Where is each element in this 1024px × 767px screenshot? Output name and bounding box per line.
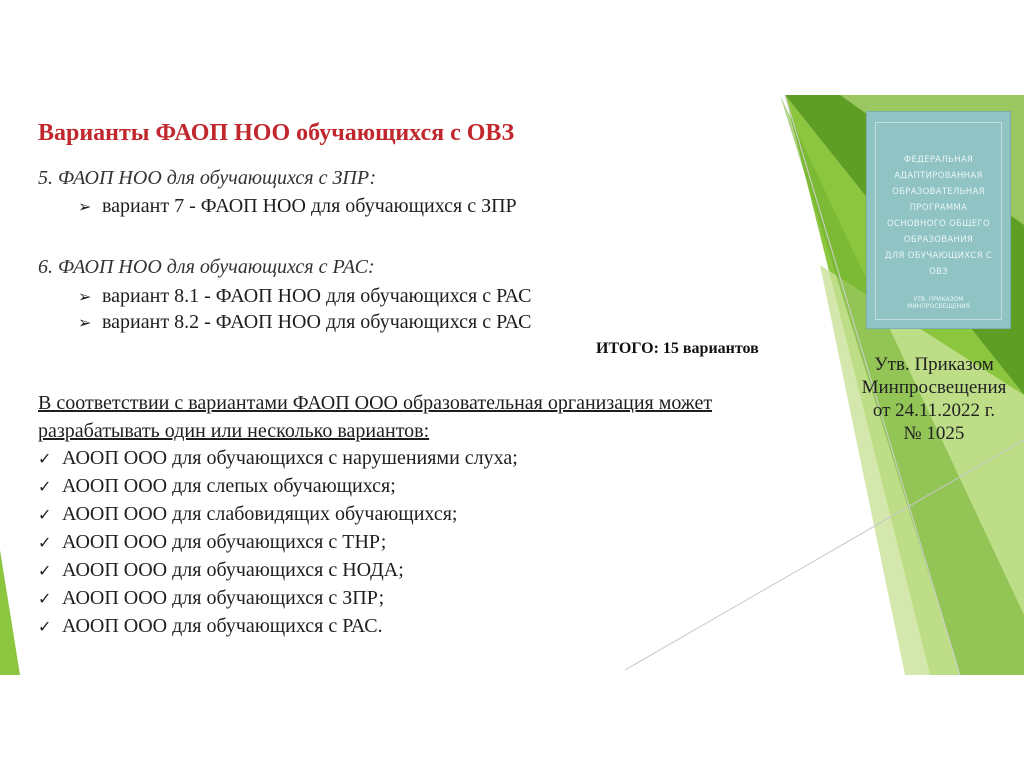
section6-item-2	[78, 311, 531, 334]
section6-heading: 6. ФАОП НОО для обучающихся с РАС:	[38, 256, 375, 278]
item-text: АООП ООО для слепых обучающихся;	[62, 475, 396, 497]
book-line: ДЛЯ ОБУЧАЮЩИХСЯ С ОВЗ	[884, 251, 993, 277]
checkmark-icon: ✓	[38, 479, 52, 496]
item-text: АООП ООО для обучающихся с ЗПР;	[62, 587, 385, 609]
checkmark-icon: ✓	[38, 451, 52, 468]
checkmark-icon: ✓	[38, 591, 52, 608]
check-item-6	[38, 587, 384, 610]
slide-title: Варианты ФАОП НОО обучающихся с ОВЗ	[38, 120, 515, 146]
intro-line-2: разрабатывать один или несколько вариантов:	[38, 420, 430, 442]
book-line: ФЕДЕРАЛЬНАЯ	[903, 155, 974, 165]
section6-item-1	[78, 285, 531, 308]
item-text: АООП ООО для обучающихся с нарушениями слуха;	[62, 447, 518, 469]
check-item-2	[38, 475, 396, 498]
book-title	[877, 152, 1000, 280]
checkmark-icon: ✓	[38, 563, 52, 580]
item-text: вариант 8.1 - ФАОП НОО для обучающихся с РАС	[102, 285, 532, 307]
book-line: ОБРАЗОВАТЕЛЬНАЯ ПРОГРАММА	[892, 187, 985, 213]
check-item-3	[38, 503, 457, 526]
left-green-triangle	[0, 550, 20, 675]
checkmark-icon: ✓	[38, 619, 52, 636]
check-item-1	[38, 447, 518, 470]
item-text: АООП ООО для слабовидящих обучающихся;	[62, 503, 458, 525]
approval-line: Минпросвещения	[861, 377, 1007, 398]
arrow-bullet-icon: ➢	[78, 199, 92, 216]
section5-heading: 5. ФАОП НОО для обучающихся с ЗПР:	[38, 167, 377, 189]
arrow-bullet-icon: ➢	[78, 289, 92, 306]
book-footer: УТВ. ПРИКАЗОМ МИНПРОСВЕЩЕНИЯ	[907, 296, 970, 310]
item-text: вариант 8.2 - ФАОП НОО для обучающихся с РАС	[102, 311, 532, 333]
approval-line: Утв. Приказом	[874, 354, 994, 375]
section5-item-1	[78, 195, 517, 218]
checkmark-icon: ✓	[38, 535, 52, 552]
slide	[0, 95, 1024, 675]
total-count: ИТОГО: 15 вариантов	[596, 340, 759, 357]
intro-line-1: В соответствии с вариантами ФАОП ООО образовательная организация может	[38, 392, 713, 414]
intro-text	[38, 389, 712, 445]
approval-note	[844, 353, 1024, 445]
check-item-4	[38, 531, 386, 554]
check-item-7	[38, 615, 383, 638]
check-item-5	[38, 559, 404, 582]
item-text: вариант 7 - ФАОП НОО для обучающихся с ЗПР	[102, 195, 517, 217]
book-line: ОБРАЗОВАНИЯ	[903, 235, 974, 245]
book-cover-image	[866, 111, 1011, 329]
book-line: ОСНОВНОГО ОБЩЕГО	[886, 219, 991, 229]
item-text: АООП ООО для обучающихся с НОДА;	[62, 559, 404, 581]
checkmark-icon: ✓	[38, 507, 52, 524]
book-line: АДАПТИРОВАННАЯ	[894, 171, 983, 181]
item-text: АООП ООО для обучающихся с ТНР;	[62, 531, 387, 553]
arrow-bullet-icon: ➢	[78, 315, 92, 332]
item-text: АООП ООО для обучающихся с РАС.	[62, 615, 383, 637]
approval-line: № 1025	[903, 423, 965, 444]
approval-line: от 24.11.2022 г.	[872, 400, 996, 421]
